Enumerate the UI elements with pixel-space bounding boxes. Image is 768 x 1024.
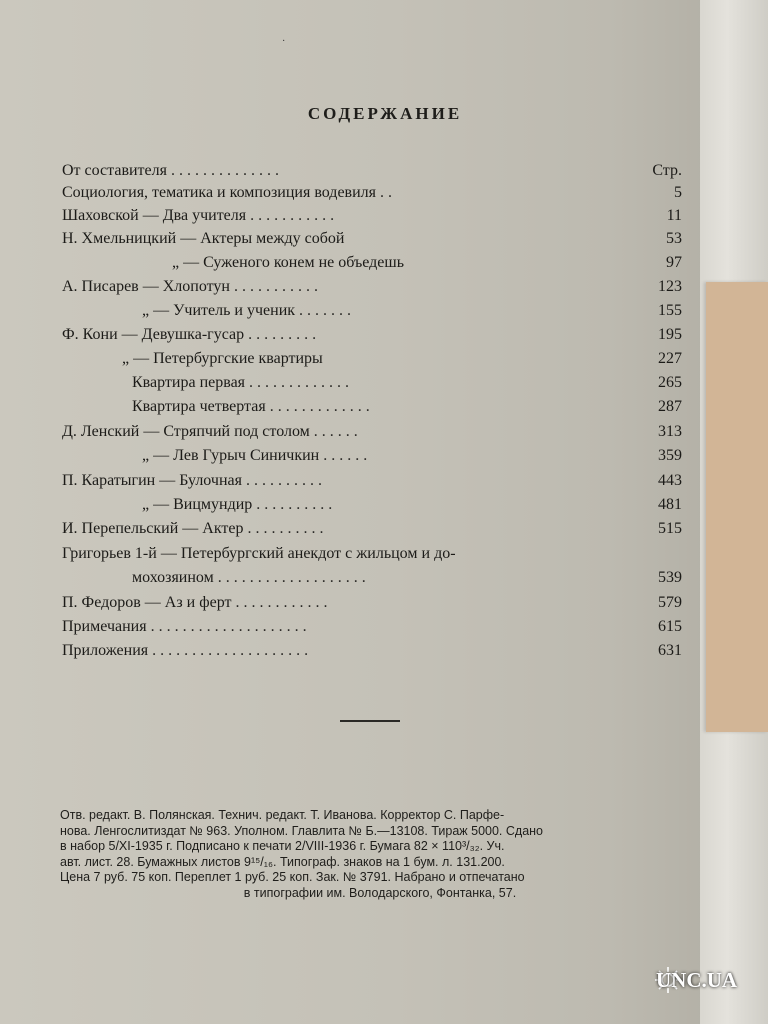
toc-entry <box>62 423 682 447</box>
toc-entry <box>62 207 682 231</box>
toc-page-number: 97 <box>666 254 682 271</box>
toc-entry-title: Н. Хмельницкий — Актеры между собой <box>62 230 345 247</box>
toc-entry <box>62 374 682 398</box>
toc-leader-dots: . . . . . . . . . . . . . <box>245 374 350 391</box>
toc-leader-dots: . . <box>376 184 392 201</box>
imprint-line: в типографии им. Володарского, Фонтанка, 57. <box>243 885 517 900</box>
toc-entry-title: Квартира четвертая . . . . . . . . . . . . . <box>132 398 370 415</box>
print-mark: · <box>282 36 286 47</box>
toc-leader-dots: . . . . . . . . . . . <box>229 278 318 295</box>
imprint-line: Отв. редакт. В. Полянская. Технич. редакт. Т. Иванова. Корректор С. Парфе- <box>60 808 505 822</box>
toc-entry-title: А. Писарев — Хлопотун . . . . . . . . . . . <box>62 278 318 295</box>
toc-page-number: 579 <box>658 594 682 611</box>
toc-page-number: 53 <box>666 230 682 247</box>
toc-entry <box>62 520 682 544</box>
toc-leader-dots: . . . . . . . <box>295 302 352 319</box>
toc-leader-dots: . . . . . . . . . . . . . . . . . . . <box>213 569 366 586</box>
imprint-line: Цена 7 руб. 75 коп. Переплет 1 руб. 25 коп. Зак. № 3791. Набрано и отпечатано <box>60 870 525 884</box>
toc-page-number: 287 <box>658 398 682 415</box>
toc-page-number: 123 <box>658 278 682 295</box>
toc-entry <box>62 496 682 520</box>
toc-entry-title: Д. Ленский — Стряпчий под столом . . . . . . <box>62 423 358 440</box>
toc-entry-title: „ — Учитель и ученик . . . . . . . <box>142 302 352 319</box>
toc-page-number: 265 <box>658 374 682 391</box>
toc-entry <box>62 302 682 326</box>
toc-entry-title: „ — Лев Гурыч Синичкин . . . . . . <box>142 447 368 464</box>
toc-leader-dots: . . . . . . . . . . . . . . . . . . . . <box>148 642 309 659</box>
toc-leader-dots: . . . . . . . . . <box>244 326 317 343</box>
toc-entry <box>62 398 682 422</box>
toc-entry-title: „ — Суженого конем не объедешь <box>172 254 405 271</box>
toc-entry <box>62 472 682 496</box>
toc-entry <box>62 545 682 569</box>
toc-leader-dots: . . . . . . <box>309 423 358 440</box>
toc-page-number: 227 <box>658 350 682 367</box>
watermark-text: UNC.UA <box>656 968 738 992</box>
toc-page-number: 481 <box>658 496 682 513</box>
toc-entry-title: „ — Петербургские квартиры <box>122 350 323 367</box>
toc-page-number: 443 <box>658 472 682 489</box>
toc-page-number: 5 <box>674 184 682 201</box>
toc-page-number: 615 <box>658 618 682 635</box>
divider-rule <box>340 720 400 722</box>
toc-entry <box>62 569 682 593</box>
toc-entry-title: И. Перепельский — Актер . . . . . . . . . . <box>62 520 324 537</box>
toc-entry <box>62 278 682 302</box>
toc-leader-dots: . . . . . . <box>319 447 368 464</box>
toc-entry-title: Приложения . . . . . . . . . . . . . . . . . . . . <box>62 642 309 659</box>
toc-entry-title: Ф. Кони — Девушка-гусар . . . . . . . . . <box>62 326 317 343</box>
toc-entry <box>62 326 682 350</box>
toc-entry-title: Квартира первая . . . . . . . . . . . . . <box>132 374 350 391</box>
toc-entry <box>62 350 682 374</box>
toc-page-number: 631 <box>658 642 682 659</box>
toc-entry-title: Григорьев 1-й — Петербургский анекдот с жильцом и до- <box>62 545 456 562</box>
toc-page-number: 11 <box>666 207 682 224</box>
toc-entry <box>62 254 682 278</box>
toc-leader-dots: . . . . . . . . . . . . . <box>265 398 370 415</box>
toc-entry <box>62 184 682 208</box>
toc-entry-title: Шаховской — Два учителя . . . . . . . . . . . <box>62 207 335 224</box>
toc-entry <box>62 230 682 254</box>
toc-entry <box>62 642 682 666</box>
imprint-block <box>60 808 700 901</box>
toc-leader-dots: . . . . . . . . . . <box>252 496 333 513</box>
toc-entry-title: Социология, тематика и композиция водевиля . . <box>62 184 392 201</box>
toc-entry-title: мохозяином . . . . . . . . . . . . . . . . . . . <box>132 569 366 586</box>
toc-leader-dots: . . . . . . . . . . <box>241 472 322 489</box>
toc-entry-title: „ — Вицмундир . . . . . . . . . . <box>142 496 333 513</box>
toc-page-number: 515 <box>658 520 682 537</box>
toc-entry <box>62 162 682 186</box>
toc-entry <box>62 618 682 642</box>
toc-page-number: 313 <box>658 423 682 440</box>
toc-entry-title: П. Федоров — Аз и ферт . . . . . . . . . . . . <box>62 594 328 611</box>
imprint-line: в набор 5/XI-1935 г. Подписано к печати 2/VIII-1936 г. Бумага 82 × 110³/₃₂. Уч. <box>60 839 505 853</box>
toc-leader-dots: . . . . . . . . . . . <box>246 207 335 224</box>
paper-tab <box>706 282 768 732</box>
imprint-line: нова. Ленгослитиздат № 963. Уполном. Главлита № Б.—13108. Тираж 5000. Сдано <box>60 823 544 838</box>
toc-leader-dots: . . . . . . . . . . . . . . <box>167 162 279 179</box>
toc-leader-dots: . . . . . . . . . . . . . . . . . . . . <box>146 618 307 635</box>
imprint-line: авт. лист. 28. Бумажных листов 9¹⁵/₁₆. Типограф. знаков на 1 бум. л. 131.200. <box>60 854 505 869</box>
toc-page-number: 359 <box>658 447 682 464</box>
toc-page-number: 539 <box>658 569 682 586</box>
toc-leader-dots: . . . . . . . . . . . . <box>231 594 328 611</box>
toc-page-number: 155 <box>658 302 682 319</box>
toc-entry-title: П. Каратыгин — Булочная . . . . . . . . . . <box>62 472 322 489</box>
toc-page-number: Стр. <box>652 162 682 179</box>
toc-leader-dots: . . . . . . . . . . <box>243 520 324 537</box>
page-title: СОДЕРЖАНИЕ <box>307 104 463 123</box>
toc-entry-title: Примечания . . . . . . . . . . . . . . . . . . . . <box>62 618 307 635</box>
toc-entry <box>62 594 682 618</box>
toc-entry-title: От составителя . . . . . . . . . . . . . . <box>62 162 279 179</box>
toc-entry <box>62 447 682 471</box>
toc-page-number: 195 <box>658 326 682 343</box>
